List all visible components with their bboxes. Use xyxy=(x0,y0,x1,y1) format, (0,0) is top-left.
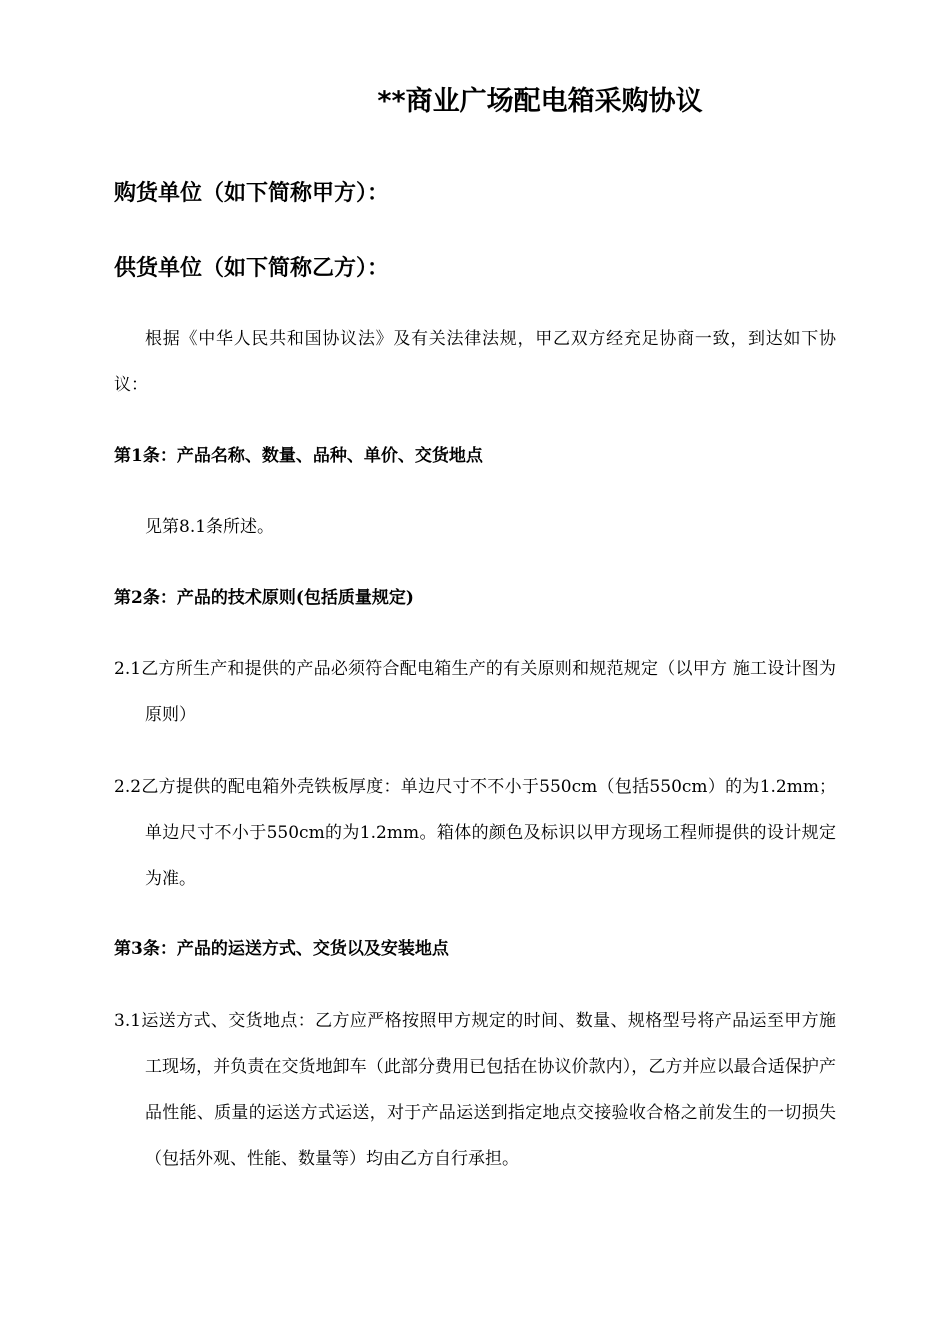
article3-clause-1: 3.1运送方式、交货地点：乙方应严格按照甲方规定的时间、数量、规格型号将产品运至甲方施工现场，并负责在交货地卸车（此部分费用已包括在协议价款内），乙方并应以最合适保护产品性能、质量的运送方式运送，对于产品运送到指定地点交接验收合格之前发生的一切损失（包括外观、性能、数量等）均由乙方自行承担。 xyxy=(114,1011,836,1169)
article3-heading: 第3条：产品的运送方式、交货以及安装地点 xyxy=(114,939,449,959)
article2-heading: 第2条：产品的技术原则(包括质量规定) xyxy=(114,588,414,608)
document-title: **商业广场配电箱采购协议 xyxy=(377,86,703,117)
article2-clause-2: 2.2乙方提供的配电箱外壳铁板厚度：单边尺寸不不小于550cm（包括550cm）的为1.2mm；单边尺寸不小于550cm的为1.2mm。箱体的颜色及标识以甲方现场工程师提供的设计规定为准。 xyxy=(114,777,836,889)
buyer-label: 购货单位（如下简称甲方）： xyxy=(114,181,390,206)
article1-body: 见第8.1条所述。 xyxy=(145,517,275,537)
article2-clause-1: 2.1乙方所生产和提供的产品必须符合配电箱生产的有关原则和规范规定（以甲方 施工设计图为原则） xyxy=(114,659,836,725)
seller-label: 供货单位（如下简称乙方）： xyxy=(114,256,390,281)
intro-paragraph: 根据《中华人民共和国协议法》及有关法律法规，甲乙双方经充足协商一致，到达如下协议： xyxy=(114,329,836,395)
article1-heading: 第1条：产品名称、数量、品种、单价、交货地点 xyxy=(114,446,483,466)
